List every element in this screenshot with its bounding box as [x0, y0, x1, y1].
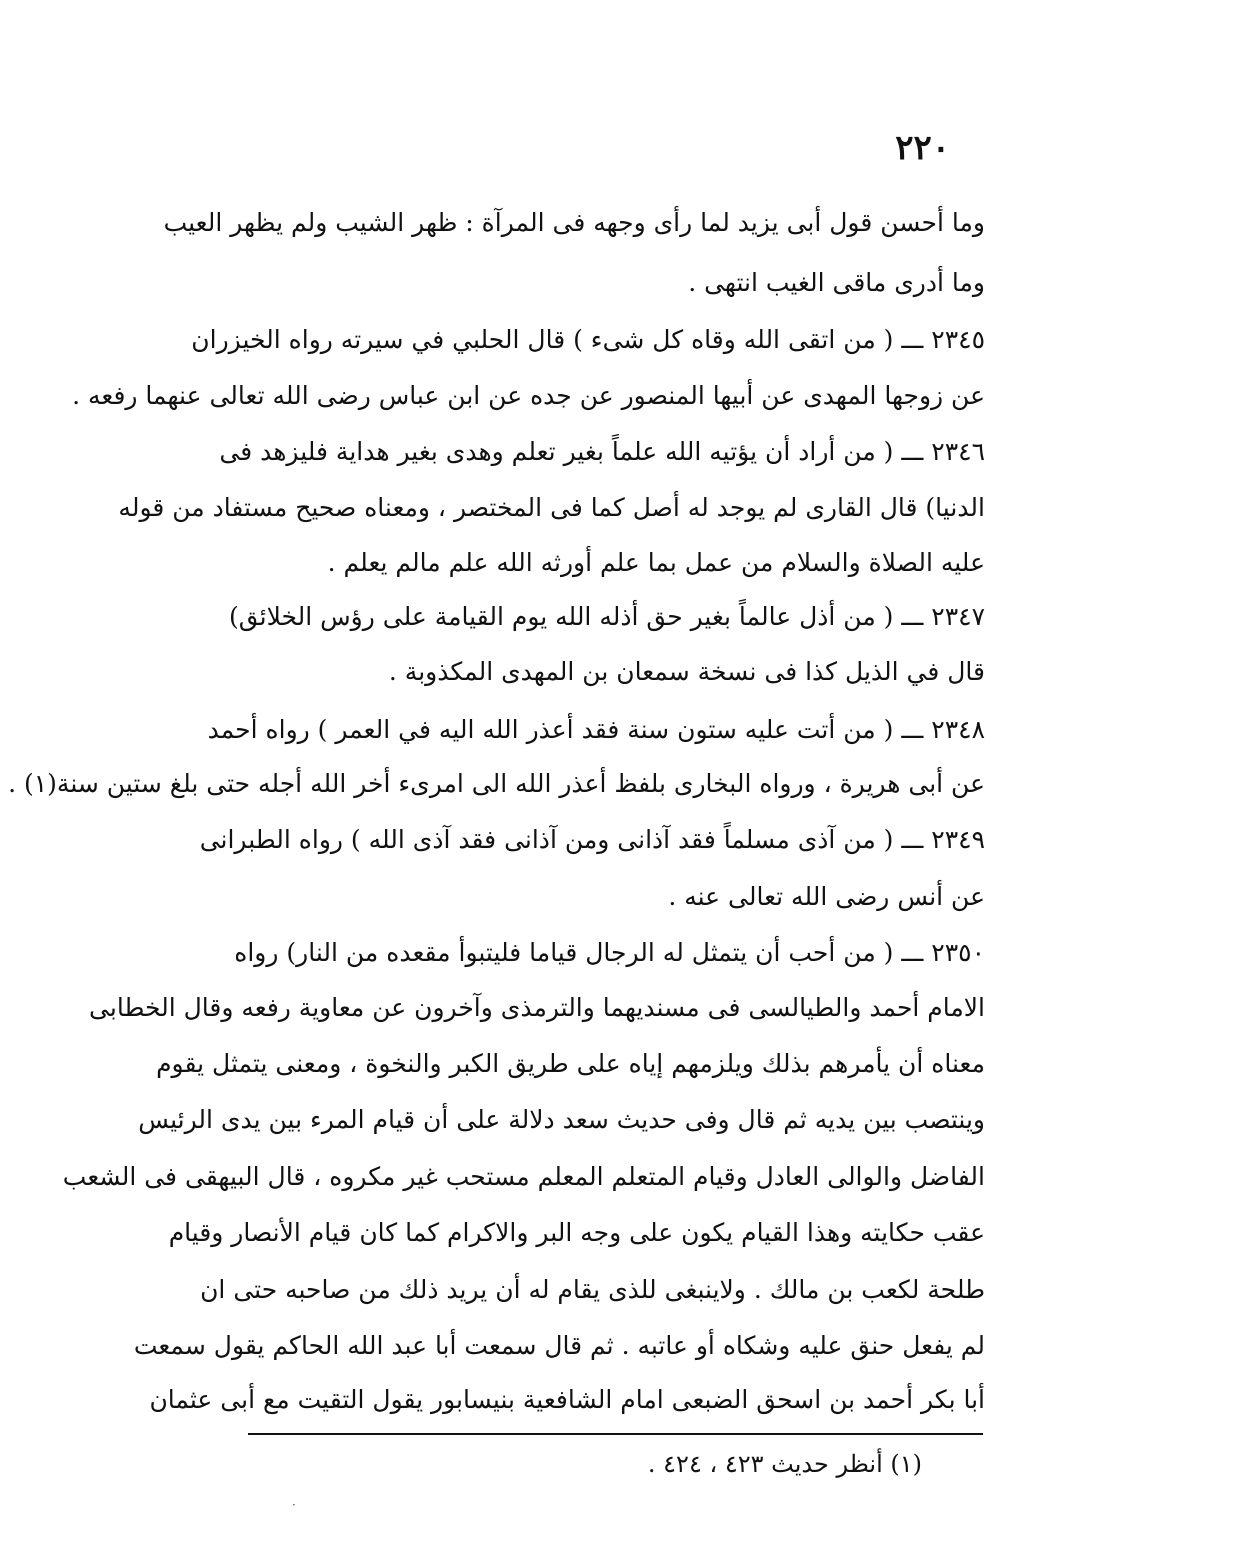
entry-2346-line: ٢٣٤٦ ـــ ( من أراد أن يؤتيه الله علماً بغير تعلم وهدى بغير هداية فليزهد فى [219, 437, 985, 466]
text-line: الامام أحمد والطيالسى فى مسنديهما والترمذى وآخرون عن معاوية رفعه وقال الخطابى [89, 993, 985, 1022]
entry-2349-line: ٢٣٤٩ ـــ ( من آذى مسلماً فقد آذانى ومن آذانى فقد آذى الله ) رواه الطبرانى [199, 825, 985, 854]
entry-2347-line: ٢٣٤٧ ـــ ( من أذل عالماً بغير حق أذله الله يوم القيامة على رؤس الخلائق) [229, 602, 985, 631]
text-line: عن أنس رضى الله تعالى عنه . [668, 882, 985, 911]
text-line: لم يفعل حنق عليه وشكاه أو عاتبه . ثم قال سمعت أبا عبد الله الحاكم يقول سمعت [133, 1331, 985, 1360]
text-line: عليه الصلاة والسلام من عمل بما علم أورثه الله علم مالم يعلم . [327, 548, 985, 577]
text-line: وما أحسن قول أبى يزيد لما رأى وجهه فى المرآة : ظهر الشيب ولم يظهر العيب [163, 208, 985, 237]
text-line: عن أبى هريرة ، ورواه البخارى بلفظ أعذر الله الى امرىء أخر الله أجله حتى بلغ ستين سنة(١) . [8, 769, 985, 798]
text-line: قال في الذيل كذا فى نسخة سمعان بن المهدى المكذوبة . [388, 657, 985, 686]
entry-2350-line: ٢٣٥٠ ـــ ( من أحب أن يتمثل له الرجال قياما فليتبوأ مقعده من النار) رواه [234, 938, 985, 967]
scan-speck: · [292, 1498, 296, 1512]
footnote: (١) أنظر حديث ٤٢٣ ، ٤٢٤ . [647, 1450, 922, 1478]
text-line: معناه أن يأمرهم بذلك ويلزمهم إياه على طريق الكبر والنخوة ، ومعنى يتمثل يقوم [156, 1049, 985, 1078]
text-line: الدنيا) قال القارى لم يوجد له أصل كما فى المختصر ، ومعناه صحيح مستفاد من قوله [118, 493, 985, 522]
text-line: الفاضل والوالى العادل وقيام المتعلم المعلم مستحب غير مكروه ، قال البيهقى فى الشعب [62, 1162, 985, 1191]
text-line: عقب حكايته وهذا القيام يكون على وجه البر والاكرام كما كان قيام الأنصار وقيام [168, 1218, 985, 1247]
text-line: أبا بكر أحمد بن اسحق الضبعى امام الشافعية بنيسابور يقول التقيت مع أبى عثمان [149, 1385, 985, 1414]
text-line: عن زوجها المهدى عن أبيها المنصور عن جده عن ابن عباس رضى الله تعالى عنهما رفعه . [72, 381, 985, 410]
footnote-separator [248, 1433, 983, 1435]
entry-2348-line: ٢٣٤٨ ـــ ( من أتت عليه ستون سنة فقد أعذر الله اليه في العمر ) رواه أحمد [207, 715, 985, 744]
text-line: طلحة لكعب بن مالك . ولاينبغى للذى يقام له أن يريد ذلك من صاحبه حتى ان [200, 1275, 985, 1304]
page-number: ٢٢٠ [895, 128, 950, 168]
entry-2345-line: ٢٣٤٥ ـــ ( من اتقى الله وقاه كل شىء ) قال الحلبي في سيرته رواه الخيزران [191, 325, 985, 354]
text-line: وما أدرى ماقى الغيب انتهى . [688, 268, 985, 297]
text-line: وينتصب بين يديه ثم قال وفى حديث سعد دلالة على أن قيام المرء بين يدى الرئيس [138, 1105, 985, 1134]
